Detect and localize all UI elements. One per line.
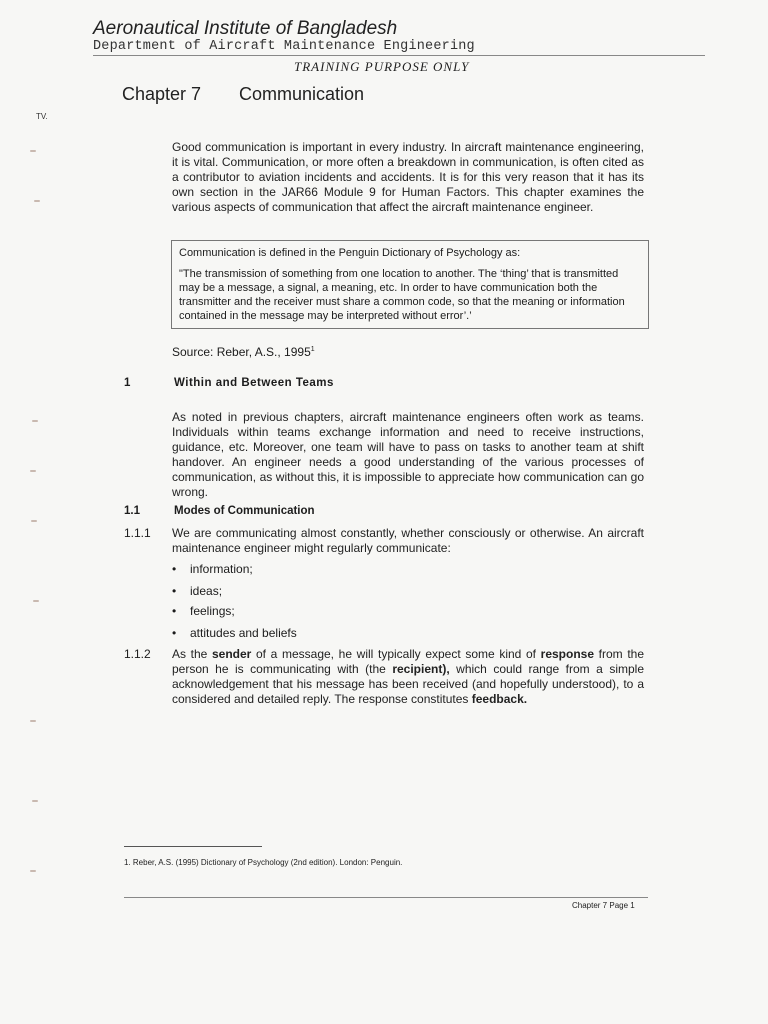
- bullet-icon: •: [172, 604, 177, 618]
- section-body: As noted in previous chapters, aircraft maintenance engineers often work as teams. Individuals within teams exchange information and need to receive instructions, guidance, etc. Moreover, one team will have to pass on tasks to another team at shift handover. An engineer needs a good understanding of the various processes of communication, as without this, it is impossible to appreciate how communication can go wrong.: [172, 410, 644, 499]
- scan-speck: [30, 150, 36, 152]
- bullet-icon: •: [172, 562, 177, 576]
- list-item: [172, 562, 253, 576]
- chapter-number: Chapter 7: [122, 84, 202, 104]
- source-text: Source: Reber, A.S., 1995: [172, 345, 311, 359]
- paragraph-number: 1.1.1: [124, 526, 151, 540]
- footnote-ref: 1: [310, 346, 315, 353]
- definition-box: [171, 240, 649, 329]
- footnote-rule: [124, 846, 262, 847]
- list-item-text: information;: [190, 562, 253, 576]
- definition-quote: "The transmission of something from one location to another. The ‘thing’ that is transmitted may be a message, a signal, a meaning, etc. In order to have communication both the transmitter and the receiver must share a common code, so that the meaning or information contained in the message may be interpreted without error’.’: [179, 268, 625, 322]
- paragraph-body: As the sender of a message, he will typically expect some kind of response from the person he is communicating with (the recipient), which could range from a simple acknowledgement that his message has been received (and hopefully understood), to a considered and detailed reply. The response constitutes feedback.: [172, 647, 645, 706]
- scan-speck: [34, 200, 40, 202]
- list-item-text: ideas;: [190, 584, 223, 598]
- chapter-title: Communication: [239, 84, 365, 104]
- scan-speck: [30, 470, 36, 472]
- page-number: Chapter 7 Page 1: [572, 901, 635, 910]
- scan-speck: [32, 800, 38, 802]
- definition-intro: Communication is defined in the Penguin Dictionary of Psychology as:: [179, 247, 521, 259]
- footer-rule: [124, 897, 648, 898]
- header-rule: [93, 55, 705, 56]
- paragraph-body: We are communicating almost constantly, whether consciously or otherwise. An aircraft maintenance engineer might regularly communicate:: [172, 526, 644, 555]
- institute-name: Aeronautical Institute of Bangladesh: [93, 18, 398, 39]
- section-number: 1: [124, 377, 131, 389]
- footnote: 1. Reber, A.S. (1995) Dictionary of Psychology (2nd edition). London: Penguin.: [124, 858, 403, 867]
- list-item-text: feelings;: [190, 604, 235, 618]
- bullet-icon: •: [172, 626, 177, 640]
- source-citation: [172, 345, 315, 359]
- bullet-icon: •: [172, 584, 177, 598]
- training-purpose-label: TRAINING PURPOSE ONLY: [294, 59, 470, 74]
- scan-speck: [33, 600, 39, 602]
- intro-paragraph: Good communication is important in every industry. In aircraft maintenance engineering, it is vital. Communication, or more often a breakdown in communication, is often cited as a contributor to aviation incidents and accidents. It is for this very reason that it has its own section in the JAR66 Module 9 for Human Factors. This chapter examines the various aspects of communication that affect the aircraft maintenance engineer.: [172, 140, 644, 214]
- margin-mark: TV.: [36, 112, 48, 121]
- scan-speck: [30, 720, 36, 722]
- paragraph-number: 1.1.2: [124, 647, 151, 661]
- subsection-title: Modes of Communication: [174, 505, 315, 517]
- list-item: [172, 604, 235, 618]
- list-item: [172, 626, 297, 640]
- scan-speck: [30, 870, 36, 872]
- list-item-text: attitudes and beliefs: [190, 626, 297, 640]
- scan-speck: [32, 420, 38, 422]
- scan-speck: [31, 520, 37, 522]
- list-item: [172, 584, 222, 598]
- section-title: Within and Between Teams: [174, 377, 334, 389]
- department-name: Department of Aircraft Maintenance Engineering: [93, 39, 475, 54]
- subsection-number: 1.1: [124, 505, 140, 517]
